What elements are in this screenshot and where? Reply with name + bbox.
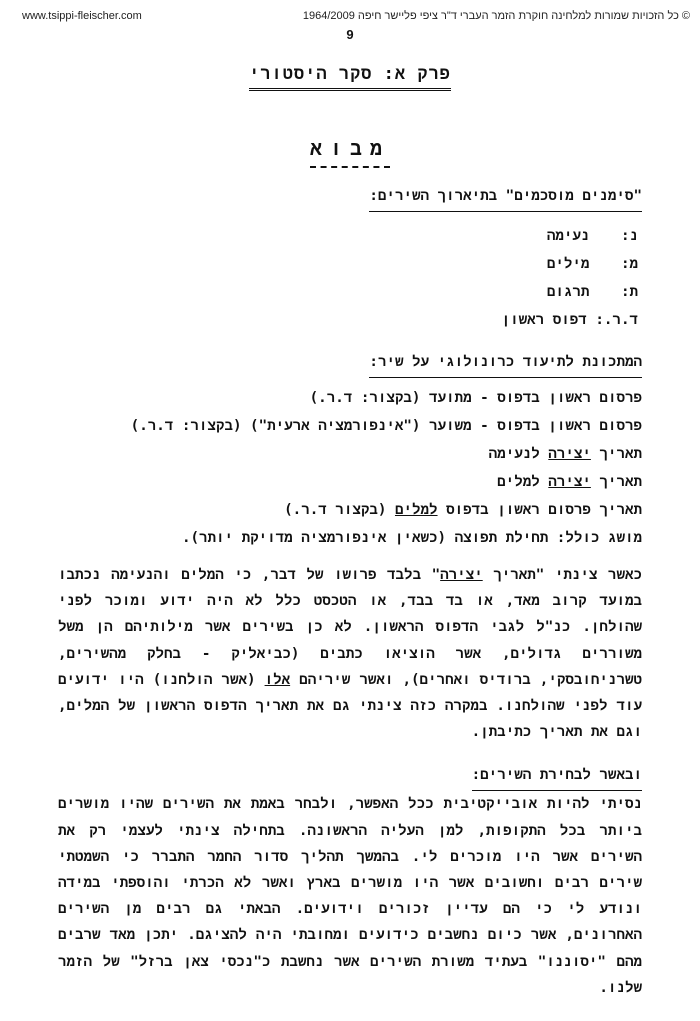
selection-heading: ובאשר לבחירת השירים: — [472, 761, 642, 791]
method-text: תאריך — [590, 446, 642, 462]
method-text: תאריך פרסום ראשון בדפוס — [437, 502, 642, 518]
chapter-title: פרק א: סקר היסטורי — [249, 64, 451, 91]
paragraph-underlined-text: אלו — [264, 671, 291, 688]
dating-explanation-paragraph — [58, 562, 642, 745]
symbol-row — [58, 222, 638, 250]
symbol-key: ד.ר.: — [595, 312, 638, 328]
page-content — [58, 182, 642, 1017]
copyright-notice: © כל הזכויות שמורות למלחינה חוקרת הזמר העברי ד"ר ציפי פליישר חיפה 1964/2009 — [302, 10, 690, 22]
method-row: פרסום ראשון בדפוס - משוער ("אינפורמציה ארעית") (בקצור: ד.ר.) — [130, 418, 642, 434]
selection-paragraph: נסיתי להיות אובייקטיבית ככל האפשר, ולבחר באמת את השירים שהיו מושרים ביותר בכל התקופות, למן העליה הראשונה. בתחילה צינתי לעצמי רק את השירים אשר היו מוכרים לי. בהמשך תהליך סדור החמר התברר כי השמטתי שירים רבים וחשובים אשר היו מושרים בארץ ואשר לא הכרתי והוספתי במידה ונודע לי כי הם עדיין זכורים וידועים. הבאתי גם רבים מן השירים האחרונים, אשר כיום נחשבים כידועים ומחובתי היה להציגם. יתכן מאד שרבים מהם "יסוננו" בעתיד משורת השירים אשר נחשבת כ"נכסי צאן ברזל" של הזמר שלנו. — [58, 796, 642, 996]
paragraph-text: (אשר הולחנו) היו ידועים עוד לפני שהולחנו. במקרה כזה צינתי גם את תאריך הדפוס הראשון של המלים, וגם את תאריך כתיבתן. — [58, 671, 642, 741]
method-text: למלים — [497, 474, 549, 490]
method-heading: המתכונת לתיעוד כרונולוגי על שיר: — [369, 348, 642, 378]
paragraph-text: כאשר צינתי "תאריך — [482, 567, 642, 583]
symbol-value: דפוס ראשון — [501, 312, 587, 328]
method-row: מושג כולל: תחילת תפוצה (כשאין אינפורמציה מדויקת יותר). — [181, 530, 642, 546]
paragraph-text: " בלבד פרושו של דבר, כי המלים והנעימה נכתבו במועד קרוב מאד, או בד בבד, או הטכסט כלל לא היה ידוע ומוכר לפני שהולחן. כנ"ל לגבי הדפוס הראשון. לא כן בשירים אשר מילותיהם הן משל משוררים גדולים, אשר הוציאו כתבים (כביאליק - בחלק מהשירים, טשרניחובסקי, ברודיס ואחרים), ואשר שיריהם — [58, 567, 643, 688]
symbol-value: מילים — [546, 256, 590, 272]
intro-title-block — [0, 136, 700, 168]
method-underlined-text: יצירה — [548, 446, 591, 462]
website-url[interactable]: www.tsippi-fleischer.com — [22, 10, 142, 22]
method-row: פרסום ראשון בדפוס - מתועד (בקצור: ד.ר.) — [309, 390, 642, 406]
selection-heading-row — [58, 761, 642, 791]
symbol-row — [58, 306, 638, 334]
method-row — [58, 496, 642, 524]
symbol-row — [58, 250, 638, 278]
symbols-heading-row — [58, 182, 642, 212]
symbols-list — [58, 222, 642, 334]
symbol-key: מ: — [620, 256, 638, 272]
symbol-key: ת: — [620, 284, 638, 300]
symbol-row — [58, 278, 638, 306]
method-underlined-text: למלים — [394, 502, 438, 518]
method-row — [58, 468, 642, 496]
symbol-value: תרגום — [546, 284, 590, 300]
symbol-value: נעימה — [546, 228, 590, 244]
intro-title: מבוא — [310, 136, 390, 168]
method-text: (בקצור ד.ר.) — [284, 502, 395, 518]
method-underlined-text: יצירה — [548, 474, 591, 490]
paragraph-underlined-text: יצירה — [440, 567, 483, 583]
method-list — [58, 384, 642, 552]
method-row — [58, 440, 642, 468]
method-text: תאריך — [590, 474, 642, 490]
method-text: לנעימה — [488, 446, 549, 462]
chapter-title-block — [0, 64, 700, 91]
page-number: 9 — [346, 27, 354, 42]
symbol-key: נ: — [620, 228, 638, 244]
symbols-heading: "סימנים מוסכמים" בתיארוך השירים: — [369, 182, 642, 212]
method-heading-row — [58, 348, 642, 378]
